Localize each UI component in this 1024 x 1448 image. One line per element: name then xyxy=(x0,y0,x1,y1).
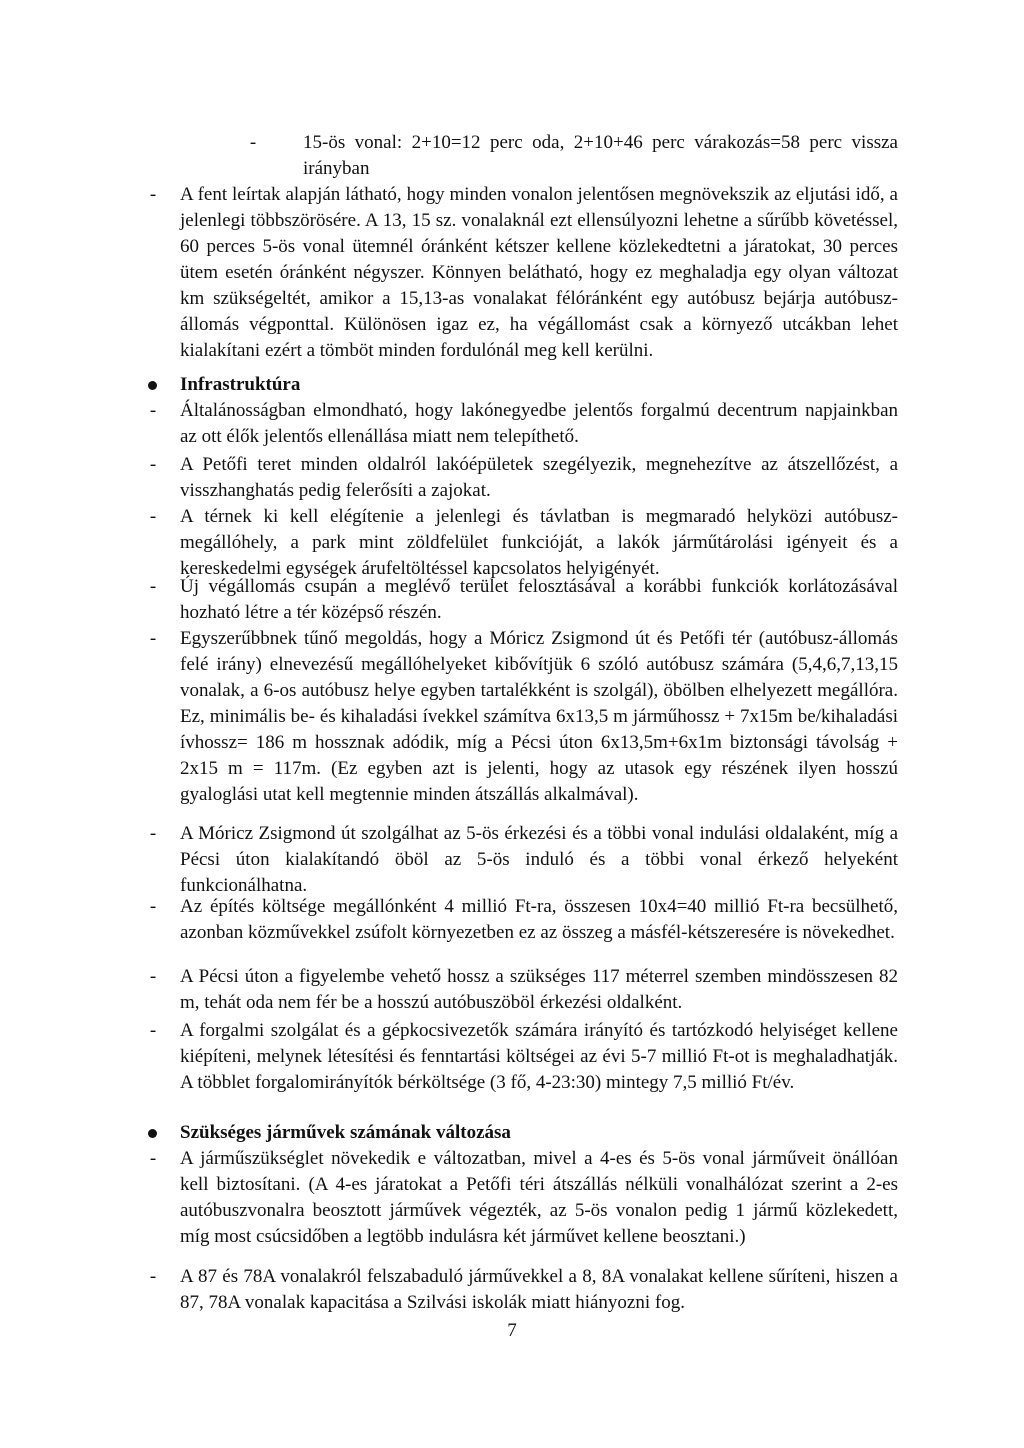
dash-marker: - xyxy=(149,966,157,987)
section-heading-text: Szükséges járművek számának változása xyxy=(180,1122,511,1143)
list-item-text: Egyszerűbbnek tűnő megoldás, hogy a Móricz Zsigmond út és Petőfi tér (autóbusz-állomás felé irány) elnevezésű megállóhelyeket kibővítjük 6 szóló autóbusz számára (5,4,6,7,13,15 vonalak, a 6-os autóbusz helye egyben tartalékként is szolgál), öbölben elhelyezett megállóra. Ez, minimális be- és kihaladási ívekkel számítva 6x13,5 m járműhossz + 7x15m be/kihaladási ívhossz= 186 m hossznak adódik, míg a Pécsi úton 6x13,5m+6x1m biztonsági távolság + 2x15 m = 117m. (Ez egyben azt is jelenti, hogy az utasok egy részének ilyen hosszú gyaloglási utat kell megtennie minden átszállás alkalmával). xyxy=(180,628,898,805)
dash-marker: - xyxy=(249,132,257,153)
dash-marker: - xyxy=(149,1020,157,1041)
dash-marker: - xyxy=(149,628,157,649)
sub-list-item-text: 15-ös vonal: 2+10=12 perc oda, 2+10+46 perc várakozás=58 perc vissza irányban xyxy=(303,132,898,179)
list-item-text: Általánosságban elmondható, hogy lakónegyedbe jelentős forgalmú decentrum napjainkban az ott élők jelentős ellenállása miatt nem telepíthető. xyxy=(180,400,898,447)
dash-marker: - xyxy=(149,576,157,597)
dash-marker: - xyxy=(149,823,157,844)
dash-marker: - xyxy=(149,184,157,205)
list-item-text: A fent leírtak alapján látható, hogy minden vonalon jelentősen megnövekszik az eljutási idő, a jelenlegi többszörösére. A 13, 15 sz. vonalaknál ezt ellensúlyozni lehetne a sűrűbb követéssel, 60 perces 5-ös vonal ütemnél óránként kétszer kellene közlekedtetni a járatokat, 30 perces ütem esetén óránként négyszer. Könnyen belátható, hogy ez meghaladja egy olyan változat km szükségeltét, amikor a 15,13-as vonalakat félóránként egy autóbusz bejárja autóbusz-állomás végponttal. Különösen igaz ez, ha végállomást csak a környező utcákban lehet kialakítani ezért a tömböt minden fordulónál meg kell kerülni. xyxy=(180,184,898,361)
list-item-text: Az építés költsége megállónként 4 millió Ft-ra, összesen 10x4=40 millió Ft-ra becsülhető, azonban közművekkel zsúfolt környezetben ez az összeg a másfél-kétszeresére is növekedhet. xyxy=(180,896,898,943)
section-heading-text: Infrastruktúra xyxy=(180,374,301,395)
list-item-text: A térnek ki kell elégítenie a jelenlegi és távlatban is megmaradó helyközi autóbusz-megállóhely, a park mint zöldfelület funkcióját, a lakók járműtárolási igényeit és a kereskedelmi egységek árufeltöltéssel kapcsolatos helyigényét. xyxy=(180,506,898,579)
bullet-icon xyxy=(148,1129,157,1138)
dash-marker: - xyxy=(149,506,157,527)
dash-marker: - xyxy=(149,1266,157,1287)
list-item-text: A forgalmi szolgálat és a gépkocsivezetők számára irányító és tartózkodó helyiséget kellene kiépíteni, melynek létesítési és fenntartási költségei az évi 5-7 millió Ft-ot is meghaladhatják. A többlet forgalomirányítók bérköltsége (3 fő, 4-23:30) mintegy 7,5 millió Ft/év. xyxy=(180,1020,898,1093)
list-item-text: A 87 és 78A vonalakról felszabaduló járművekkel a 8, 8A vonalakat kellene sűríteni, hiszen a 87, 78A vonalak kapacitása a Szilvási iskolák miatt hiányozni fog. xyxy=(180,1266,898,1313)
bullet-icon xyxy=(148,381,157,390)
sub-list-item xyxy=(0,130,1024,182)
list-item-text: A Petőfi teret minden oldalról lakóépületek szegélyezik, megnehezítve az átszellőzést, a visszhanghatás pedig felerősíti a zajokat. xyxy=(180,454,898,501)
dash-marker: - xyxy=(149,454,157,475)
list-item-text: Új végállomás csupán a meglévő terület felosztásával a korábbi funkciók korlátozásával hozható létre a tér középső részén. xyxy=(180,576,898,623)
list-item-text: A Pécsi úton a figyelembe vehető hossz a szükséges 117 méterrel szemben mindösszesen 82 m, tehát oda nem fér be a hosszú autóbuszöböl érkezési oldalként. xyxy=(180,966,898,1013)
dash-marker: - xyxy=(149,896,157,917)
list-item-text: A Móricz Zsigmond út szolgálhat az 5-ös érkezési és a többi vonal indulási oldalaként, míg a Pécsi úton kialakítandó öböl az 5-ös induló és a többi vonal érkező helyeként funkcionálhatna. xyxy=(180,823,898,896)
page-number: 7 xyxy=(507,1320,517,1341)
dash-marker: - xyxy=(149,400,157,421)
list-item-text: A járműszükséglet növekedik e változatban, mivel a 4-es és 5-ös vonal járműveit önállóan kell biztosítani. (A 4-es járatokat a Petőfi téri átszállás nélküli vonalhálózat szerint a 2-es autóbuszvonalra beosztott járművek végezték, az 5-ös vonalon pedig 1 jármű közlekedett, míg most csúcsidőben a legtöbb indulásra két járművet kellene beosztani.) xyxy=(180,1148,898,1247)
dash-marker: - xyxy=(149,1148,157,1169)
